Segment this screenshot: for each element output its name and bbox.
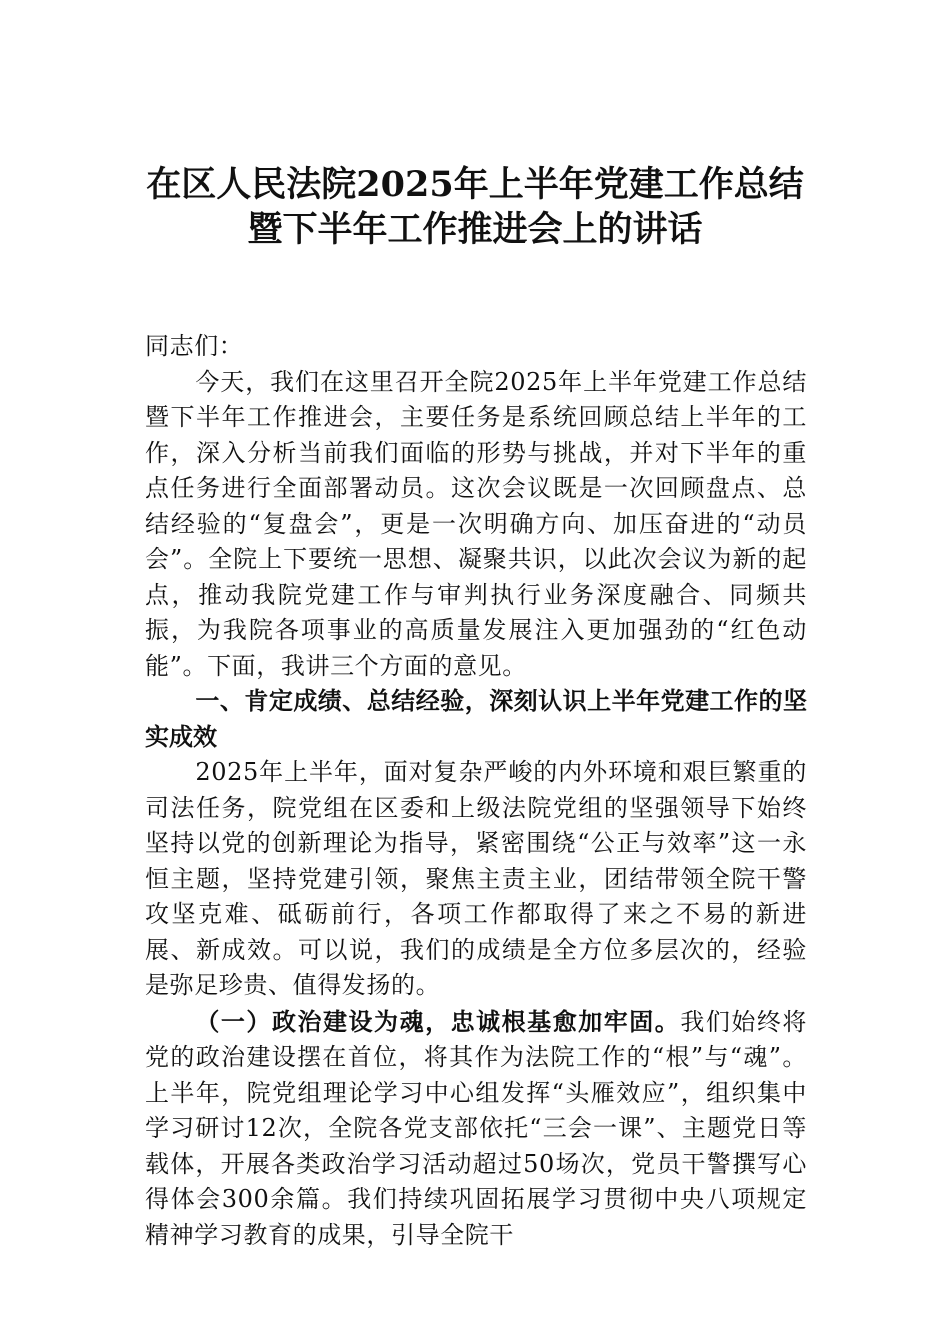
subsection-1-paragraph bbox=[145, 1004, 807, 1254]
section-1-heading: 一、肯定成绩、总结经验，深刻认识上半年党建工作的坚实成效 bbox=[145, 687, 807, 751]
intro-paragraph: 今天，我们在这里召开全院2025年上半年党建工作总结暨下半年工作推进会，主要任务是系统回顾总结上半年的工作，深入分析当前我们面临的形势与挑战，并对下半年的重点任务进行全面部署动员。这次会议既是一次回顾盘点、总结经验的“复盘会”，更是一次明确方向、加压奋进的“动员会”。全院上下要统一思想、凝聚共识，以此次会议为新的起点，推动我院党建工作与审判执行业务深度融合、同频共振，为我院各项事业的高质量发展注入更加强劲的“红色动能”。下面，我讲三个方面的意见。 bbox=[145, 367, 807, 680]
document-body bbox=[145, 329, 807, 1253]
subsection-1-text: 我们始终将党的政治建设摆在首位，将其作为法院工作的“根”与“魂”。上半年，院党组理论学习中心组发挥“头雁效应”，组织集中学习研讨12次，全院各党支部依托“三会一课”、主题党日等载体，开展各类政治学习活动超过50场次，党员干警撰写心得体会300余篇。我们持续巩固拓展学习贯彻中央八项规定精神学习教育的成果，引导全院干 bbox=[145, 1007, 807, 1249]
subsection-1-lead: （一）政治建设为魂，忠诚根基愈加牢固。 bbox=[195, 1006, 681, 1036]
salutation: 同志们： bbox=[145, 332, 244, 360]
document-title-line-2: 暨下半年工作推进会上的讲话 bbox=[247, 209, 703, 250]
document-title-line-1: 在区人民法院2025年上半年党建工作总结 bbox=[146, 164, 804, 205]
section-1-paragraph: 2025年上半年，面对复杂严峻的内外环境和艰巨繁重的司法任务，院党组在区委和上级法院党组的坚强领导下始终坚持以党的创新理论为指导，紧密围绕“公正与效率”这一永恒主题，坚持党建引领，聚焦主责主业，团结带领全院干警攻坚克难、砥砺前行，各项工作都取得了来之不易的新进展、新成效。可以说，我们的成绩是全方位多层次的，经验是弥足珍贵、值得发扬的。 bbox=[145, 758, 807, 999]
